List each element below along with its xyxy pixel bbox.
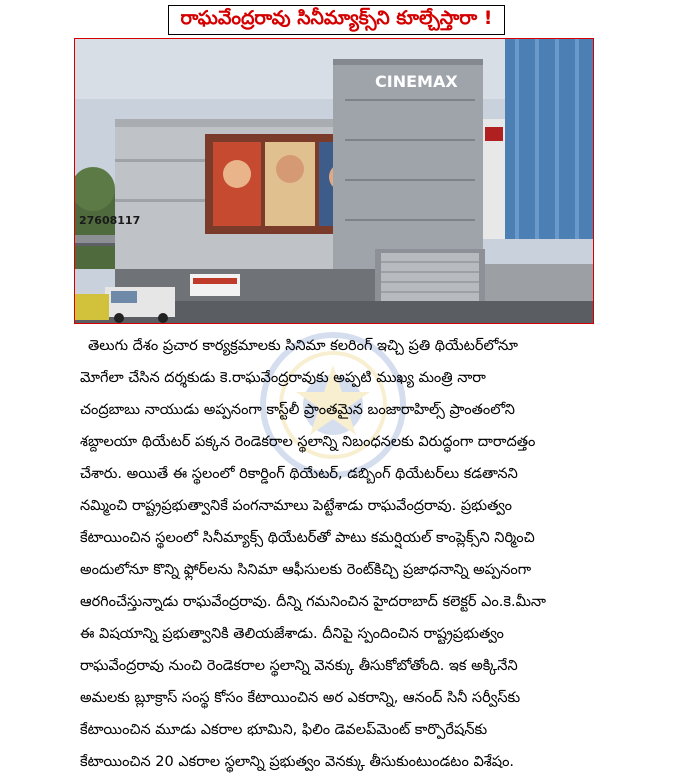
article-line: రాఘవేంద్రరావు నుంచి రెండెకరాల స్థలాన్ని వెనక్కు తీసుకోబోతోంది. ఇక అక్కినేని: [80, 658, 518, 674]
article-line: చేశారు. అయితే ఈ స్థలంలో రికార్డింగ్ థియేటర్, డబ్బింగ్ థియేటర్‌లు కడతానని: [80, 466, 518, 482]
article-line: చంద్రబాబు నాయుడు అప్పనంగా కాస్ట్‌లీ ప్రాంతమైన బంజారాహిల్స్ ప్రాంతంలోని: [80, 402, 515, 418]
article-body: [80, 330, 600, 778]
article-line: మోగేలా చేసిన దర్శకుడు కె.రాఘవేంద్రరావుకు అప్పటి ముఖ్య మంత్రి నారా: [80, 370, 486, 386]
article-line: శబ్దాలయా థియేటర్ పక్కన రెండెకరాల స్థలాన్ని నిబంధనలకు విరుద్ధంగా దారాదత్తం: [80, 434, 536, 450]
article-line: ఈ విషయాన్ని ప్రభుత్వానికి తెలియజేశాడు. దీనిపై స్పందించిన రాష్ట్రప్రభుత్వం: [80, 626, 504, 642]
cinemax-sign: CINEMAX: [375, 72, 458, 91]
headline: రాఘవేంద్రరావు సినీమ్యాక్స్‌ని కూల్చేస్తారా !: [180, 6, 493, 29]
news-photo: [74, 38, 594, 324]
article-line: కేటాయించిన 20 ఎకరాల స్థలాన్ని ప్రభుత్వం వెనక్కు తీసుకుంటుండటం విశేషం.: [80, 754, 515, 770]
article-line: తెలుగు దేశం ప్రచార కార్యక్రమాలకు సినిమా కలరింగ్ ఇచ్చి ప్రతి థియేటర్‌లోనూ: [88, 338, 518, 354]
article-line: కేటాయించిన మూడు ఎకరాల భూమిని, ఫిలిం డెవలప్‌మెంట్ కార్పొరేషన్‌కు: [80, 722, 488, 738]
article-line: ఆరగించేస్తున్నాడు రాఘవేంద్రరావు. దీన్ని గమనించిన హైదరాబాద్ కలెక్టర్ ఎం.కె.మీనా: [80, 594, 546, 610]
article-line: అందులోనూ కొన్ని ఫ్లోర్‌లను సినిమా ఆఫీసులకు రెంట్‌కిచ్చి ప్రజాధనాన్ని అప్పనంగా: [80, 562, 532, 578]
headline-box: [168, 5, 505, 35]
phone-number-sign: 27608117: [79, 214, 141, 227]
cinemax-building-photo: [75, 39, 593, 323]
article-line: నమ్మించి రాష్ట్రప్రభుత్వానికే పంగనామాలు పెట్టేశాడు రాఘవేంద్రరావు. ప్రభుత్వం: [80, 498, 512, 514]
article-line: కేటాయించిన స్థలంలో సినీమ్యాక్స్ థియేటర్‌తో పాటు కమర్షియల్ కాంప్లెక్స్‌ని నిర్మించి: [80, 530, 535, 546]
article-line: అమలకు బ్లూక్రాస్ సంస్థ కోసం కేటాయించిన అర ఎకరాన్ని, ఆనంద్ సినీ సర్వీస్‌కు: [80, 690, 521, 706]
